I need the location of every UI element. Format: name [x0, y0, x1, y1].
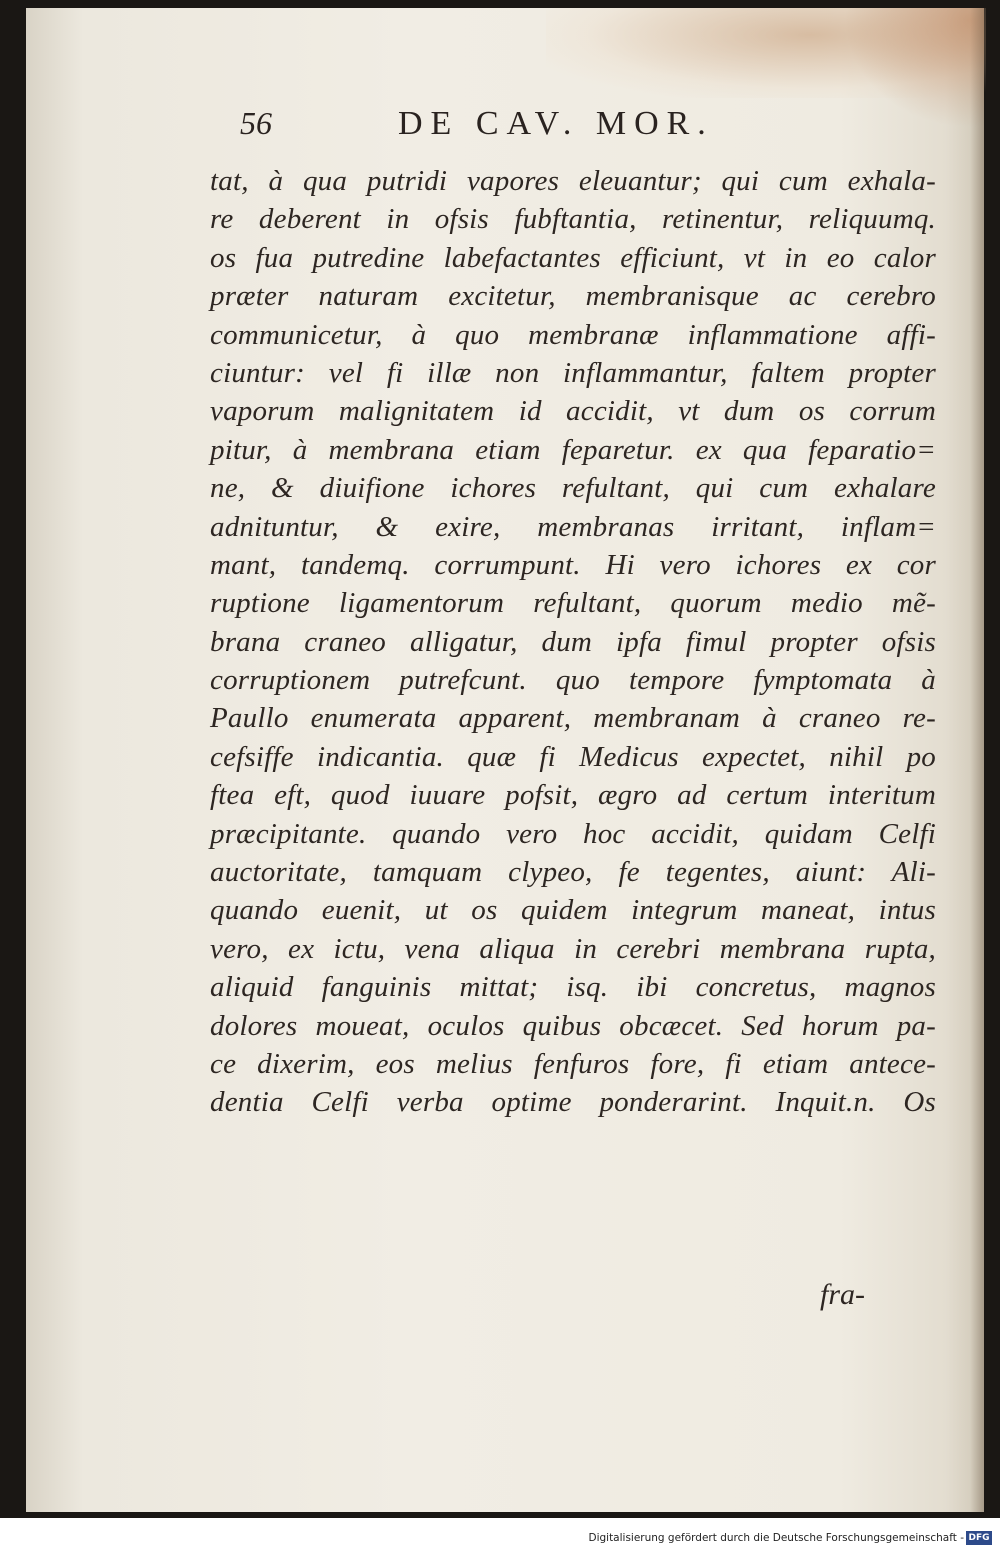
body-text	[210, 162, 936, 1122]
text-line: ciuntur: vel fi illæ non inflammantur, faltem propter	[210, 356, 936, 389]
text-line: ftea eft, quod iuuare pofsit, ægro ad certum interitum	[210, 779, 936, 812]
running-head: DE CAV. MOR.	[398, 105, 714, 142]
text-line: corruptionem putrefcunt. quo tempore fymptomata à	[210, 664, 936, 697]
text-line: dentia Celfi verba optime ponderarint. Inquit.n. Os	[210, 1086, 936, 1119]
text-line: pitur, à membrana etiam feparetur. ex qua feparatio=	[210, 433, 936, 466]
dfg-logo-icon: DFG	[966, 1531, 992, 1545]
text-line: præcipitante. quando vero hoc accidit, quidam Celfi	[210, 817, 936, 850]
text-line: Paullo enumerata apparent, membranam à craneo re-	[210, 702, 936, 735]
text-line: ce dixerim, eos melius fenfuros fore, fi etiam antece-	[210, 1047, 936, 1080]
digitization-footer	[0, 1528, 1000, 1551]
text-line: communicetur, à quo membranæ inflammatione affi-	[210, 318, 936, 351]
text-line: dolores moueat, oculos quibus obcæcet. Sed horum pa-	[210, 1009, 936, 1042]
text-line: cefsiffe indicantia. quæ fi Medicus expectet, nihil po	[210, 740, 936, 773]
catchword: fra-	[820, 1278, 865, 1311]
text-line: adnituntur, & exire, membranas irritant, inflam=	[210, 510, 936, 543]
text-line: re deberent in ofsis fubftantia, retinentur, reliquumq.	[210, 203, 936, 236]
text-line: ruptione ligamentorum refultant, quorum medio mẽ-	[210, 587, 936, 620]
text-line: tat, à qua putridi vapores eleuantur; qui cum exhala-	[210, 165, 936, 197]
text-line: præter naturam excitetur, membranisque ac cerebro	[210, 280, 936, 313]
text-line: aliquid fanguinis mittat; isq. ibi concretus, magnos	[210, 971, 936, 1004]
text-line: vaporum malignitatem id accidit, vt dum os corrum	[210, 395, 936, 428]
page-gutter-shadow	[970, 8, 984, 1512]
text-line: mant, tandemq. corrumpunt. Hi vero ichores ex cor	[210, 548, 936, 581]
text-line: vero, ex ictu, vena aliqua in cerebri membrana rupta,	[210, 932, 936, 965]
text-line: ne, & diuifione ichores refultant, qui cum exhalare	[210, 472, 936, 505]
footer-credit: Digitalisierung gefördert durch die Deutsche Forschungsgemeinschaft -	[588, 1532, 964, 1544]
text-line: auctoritate, tamquam clypeo, fe tegentes, aiunt: Ali-	[210, 856, 936, 889]
text-line: quando euenit, ut os quidem integrum maneat, intus	[210, 894, 936, 927]
page-number: 56	[240, 105, 272, 141]
text-line: os fua putredine labefactantes efficiunt, vt in eo calor	[210, 241, 936, 274]
text-line: brana craneo alligatur, dum ipfa fimul propter ofsis	[210, 625, 936, 658]
page-header	[214, 105, 934, 151]
